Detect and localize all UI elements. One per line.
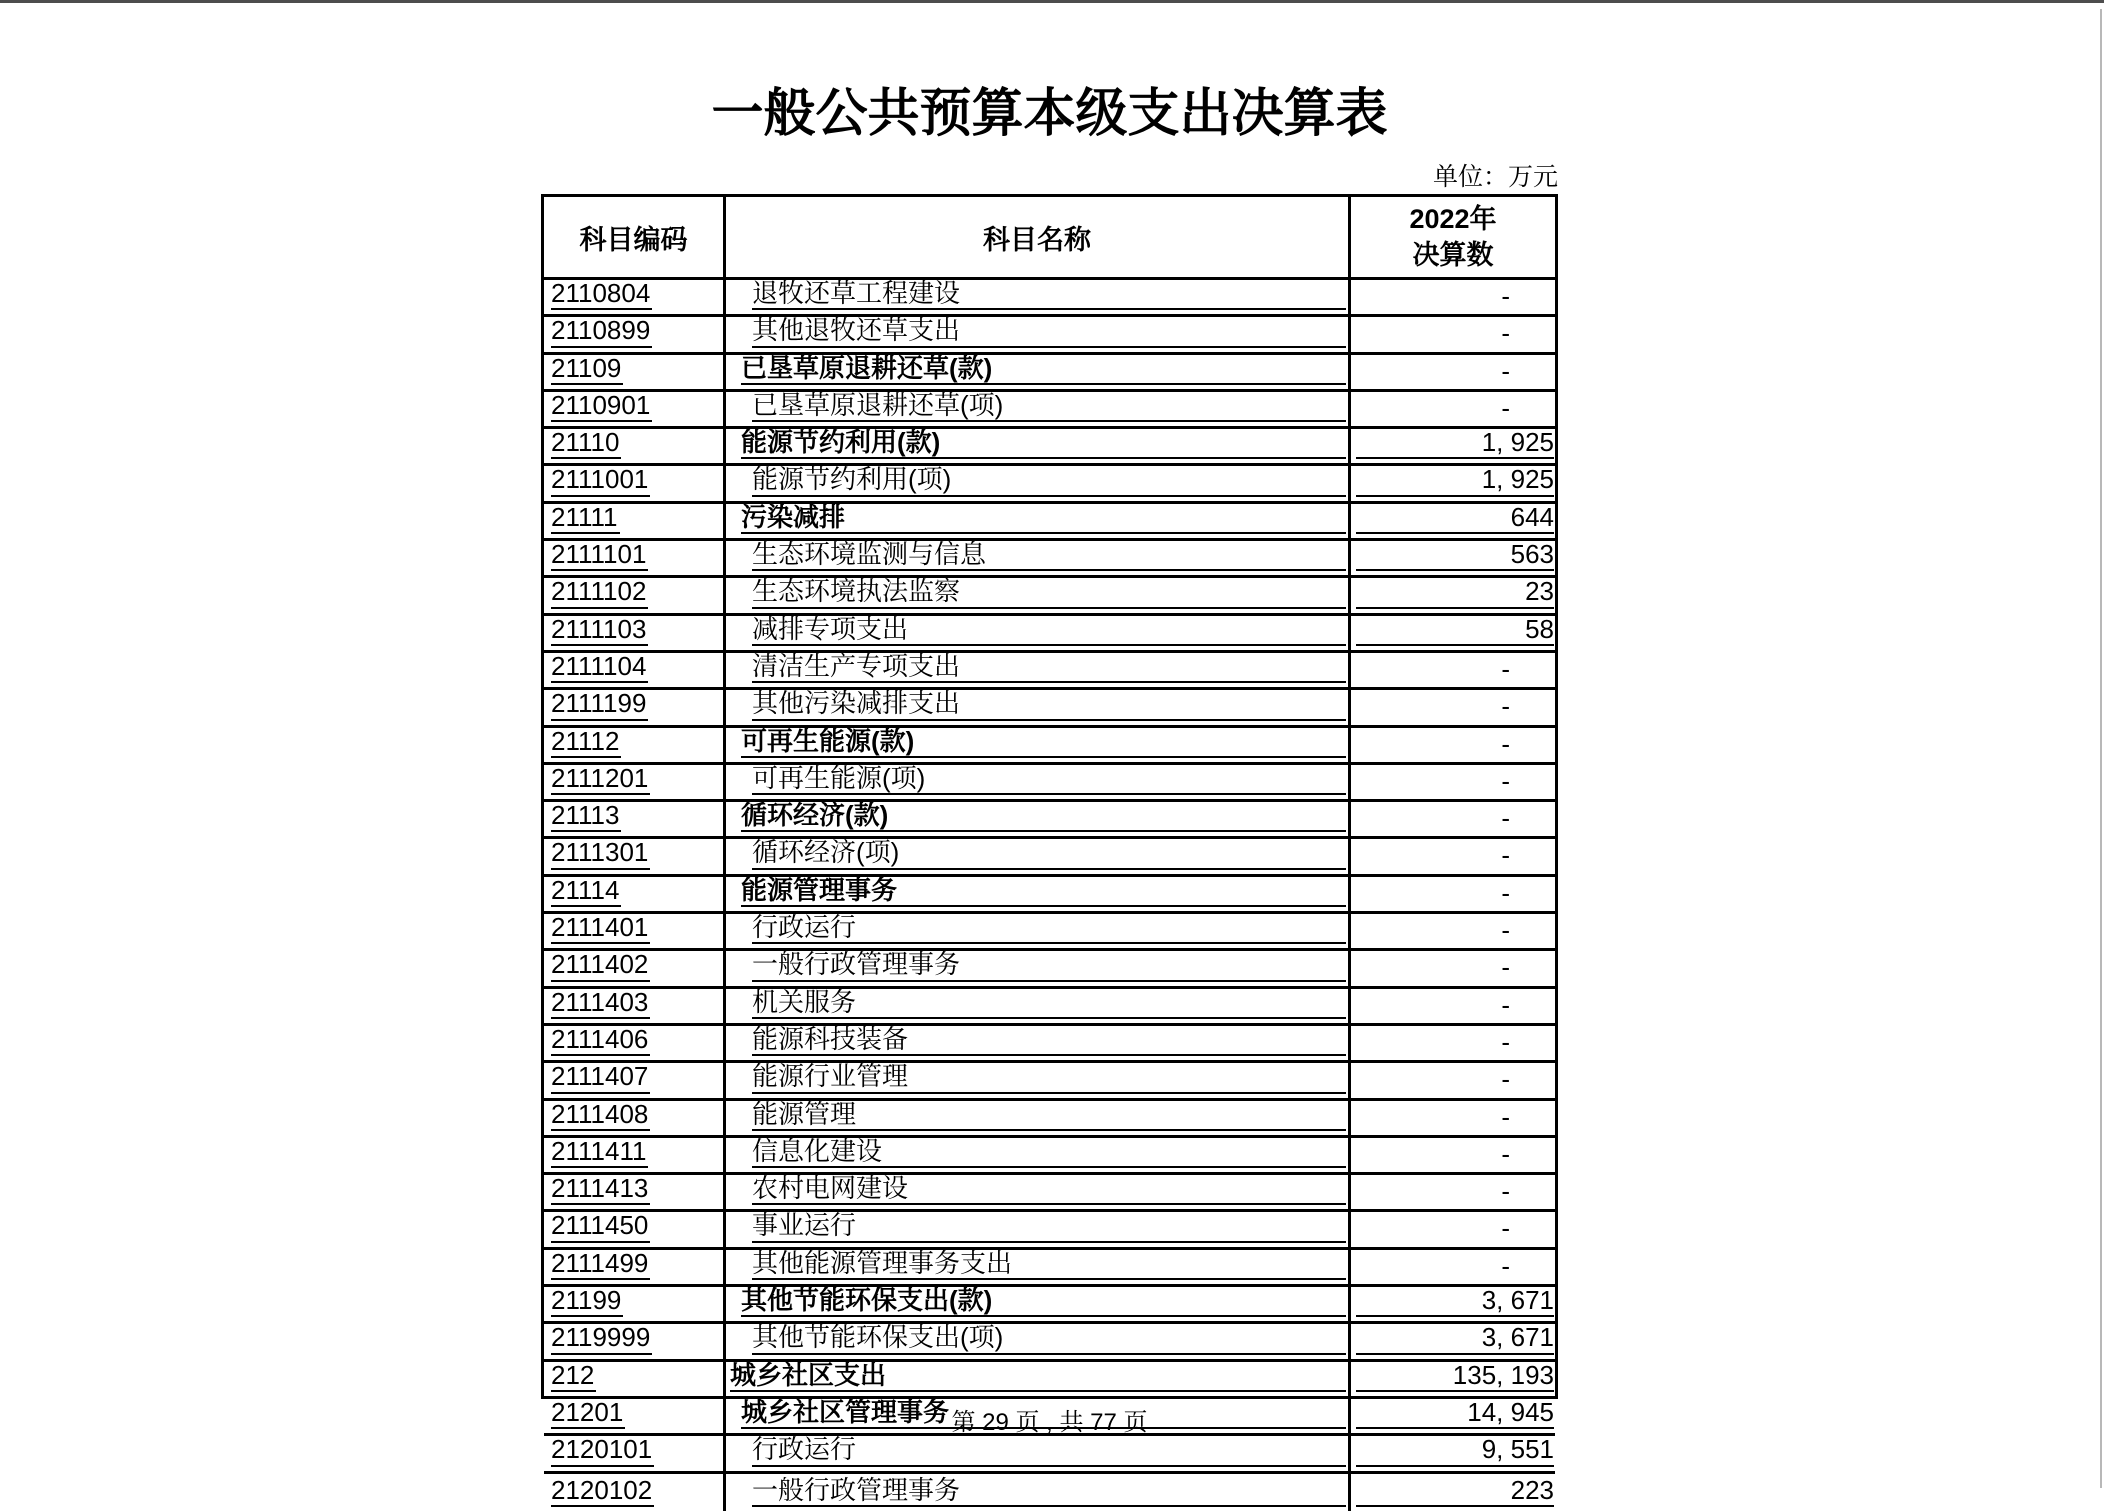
row-code: 2111102 — [551, 578, 648, 608]
row-name: 可再生能源(项) — [752, 765, 1346, 795]
page-title: 一般公共预算本级支出决算表 — [711, 85, 1388, 143]
row-value-cell — [1351, 1212, 1555, 1246]
row-code-cell — [544, 986, 726, 1023]
row-name-cell — [726, 802, 1351, 836]
row-name-cell — [726, 690, 1351, 724]
table-row — [544, 986, 1555, 1026]
row-value-cell — [1351, 1474, 1555, 1511]
row-value: 563 — [1356, 541, 1554, 571]
row-code: 2111201 — [551, 765, 650, 795]
row-code: 2111450 — [551, 1212, 650, 1242]
row-value: - — [1501, 1213, 1510, 1244]
row-value-cell — [1351, 1175, 1555, 1209]
row-name: 能源节约利用(款) — [741, 429, 1346, 459]
row-value: - — [1501, 1101, 1510, 1132]
row-code-cell — [544, 429, 726, 463]
row-code-cell — [544, 280, 726, 314]
row-name: 能源管理事务 — [741, 877, 1346, 907]
row-code-cell — [544, 914, 726, 948]
row-name-cell — [726, 352, 1351, 389]
row-value: - — [1501, 952, 1510, 983]
row-code: 2111103 — [551, 616, 648, 646]
header-subject-code: 科目编码 — [544, 197, 726, 277]
row-code: 2111408 — [551, 1101, 650, 1131]
row-name-cell — [726, 1287, 1351, 1321]
row-code-cell — [544, 466, 726, 500]
row-code: 2110901 — [551, 392, 652, 422]
row-code: 2119999 — [551, 1324, 652, 1354]
row-code: 21199 — [551, 1287, 623, 1317]
row-value: - — [1501, 653, 1510, 684]
row-code: 2111199 — [551, 690, 648, 720]
row-name-cell — [726, 317, 1351, 351]
row-code: 2111101 — [551, 541, 648, 571]
row-name-cell — [726, 874, 1351, 911]
row-value: - — [1501, 915, 1510, 946]
row-code: 2111402 — [551, 951, 650, 981]
row-name: 循环经济(项) — [752, 839, 1346, 869]
table-row — [544, 501, 1555, 541]
row-name-cell — [726, 501, 1351, 538]
row-name: 一般行政管理事务 — [752, 951, 1346, 981]
row-code: 2111411 — [551, 1138, 648, 1168]
table-row — [544, 317, 1555, 354]
row-value: - — [1501, 989, 1510, 1020]
row-name: 一般行政管理事务 — [752, 1477, 1346, 1507]
row-value-cell — [1351, 355, 1555, 389]
row-name-cell — [726, 389, 1351, 426]
row-name-cell — [726, 986, 1351, 1023]
table-row — [544, 1098, 1555, 1138]
table-row — [544, 613, 1555, 653]
header-value-line1: 2022年 — [1409, 203, 1497, 234]
unit-label: 单位：万元 — [1432, 163, 1558, 191]
row-name-cell — [726, 1324, 1351, 1358]
row-value-cell — [1351, 1026, 1555, 1060]
table-row — [544, 802, 1555, 839]
table-row — [544, 1212, 1555, 1249]
table-row — [544, 541, 1555, 578]
row-name-cell — [726, 613, 1351, 650]
row-name: 行政运行 — [752, 1436, 1346, 1466]
row-code: 2111104 — [551, 653, 648, 683]
row-name-cell — [726, 1359, 1351, 1396]
row-value-cell — [1351, 1287, 1555, 1321]
table-row — [544, 762, 1555, 802]
table-row — [544, 466, 1555, 503]
table-row — [544, 1359, 1555, 1399]
row-value-cell — [1351, 501, 1555, 538]
row-name-cell — [726, 541, 1351, 575]
row-code-cell — [544, 1247, 726, 1284]
row-name: 城乡社区管理事务 — [741, 1399, 1346, 1429]
row-code: 21109 — [551, 355, 623, 385]
row-value: - — [1501, 1250, 1510, 1281]
row-code: 2111401 — [551, 914, 650, 944]
table-row — [544, 1474, 1555, 1511]
row-code: 21112 — [551, 728, 621, 758]
table-body — [544, 280, 1555, 1511]
row-code: 2110804 — [551, 280, 652, 310]
row-code: 21201 — [551, 1399, 625, 1429]
row-code-cell — [544, 578, 726, 612]
row-name-cell — [726, 429, 1351, 463]
row-code: 2120102 — [551, 1477, 654, 1507]
row-code-cell — [544, 1135, 726, 1172]
row-code: 2111413 — [551, 1175, 650, 1205]
row-name: 能源管理 — [752, 1101, 1346, 1131]
row-code: 2111301 — [551, 839, 650, 869]
row-value: 1, 925 — [1356, 429, 1554, 459]
row-value: 9, 551 — [1356, 1436, 1554, 1466]
table-row — [544, 352, 1555, 392]
row-value: 3, 671 — [1356, 1324, 1554, 1354]
row-name-cell — [726, 1175, 1351, 1209]
row-value-cell — [1351, 765, 1555, 799]
window-top-edge — [0, 0, 2104, 3]
row-name: 减排专项支出 — [752, 616, 1346, 646]
row-value-cell — [1351, 989, 1555, 1023]
row-code: 21110 — [551, 429, 621, 459]
row-name-cell — [726, 578, 1351, 612]
table-row — [544, 690, 1555, 727]
table-row — [544, 1287, 1555, 1324]
row-value: 1, 925 — [1356, 466, 1554, 496]
row-value: 3, 671 — [1356, 1287, 1554, 1317]
row-name: 其他污染减排支出 — [752, 690, 1346, 720]
row-code-cell — [544, 1098, 726, 1135]
row-name: 清洁生产专项支出 — [752, 653, 1346, 683]
table-row — [544, 725, 1555, 765]
row-name: 能源行业管理 — [752, 1063, 1346, 1093]
row-name-cell — [726, 1098, 1351, 1135]
table-row — [544, 1135, 1555, 1175]
row-value: - — [1501, 281, 1510, 311]
row-value-cell — [1351, 1138, 1555, 1172]
row-name-cell — [726, 1436, 1351, 1470]
row-value: - — [1501, 765, 1510, 796]
row-code: 2120101 — [551, 1436, 654, 1466]
header-value-line2: 决算数 — [1412, 240, 1494, 270]
table-row — [544, 650, 1555, 690]
row-value: - — [1501, 877, 1510, 908]
row-value: - — [1501, 318, 1510, 349]
row-name-cell — [726, 1023, 1351, 1060]
row-code-cell — [544, 650, 726, 687]
table-row — [544, 578, 1555, 615]
table-row — [544, 280, 1555, 317]
table-row — [544, 1247, 1555, 1287]
row-name-cell — [726, 725, 1351, 762]
row-value-cell — [1351, 317, 1555, 351]
row-name: 机关服务 — [752, 989, 1346, 1019]
row-value-cell — [1351, 280, 1555, 314]
row-value: - — [1501, 840, 1510, 871]
row-code: 212 — [551, 1362, 596, 1392]
row-value-cell — [1351, 578, 1555, 612]
row-code-cell — [544, 501, 726, 538]
row-code-cell — [544, 352, 726, 389]
row-value-cell — [1351, 914, 1555, 948]
row-code: 2110899 — [551, 317, 652, 347]
row-code-cell — [544, 874, 726, 911]
table-row — [544, 429, 1555, 466]
row-name-cell — [726, 1474, 1351, 1511]
window-right-edge — [2100, 9, 2102, 1488]
row-code-cell — [544, 1436, 726, 1470]
row-value-cell — [1351, 541, 1555, 575]
row-code-cell — [544, 317, 726, 351]
row-name-cell — [726, 1063, 1351, 1097]
row-code-cell — [544, 389, 726, 426]
table-row — [544, 1023, 1555, 1063]
row-code-cell — [544, 1212, 726, 1246]
row-value: - — [1501, 1176, 1510, 1207]
row-value: 14, 945 — [1356, 1399, 1554, 1429]
row-code-cell — [544, 613, 726, 650]
row-value: 644 — [1356, 504, 1554, 534]
row-value-cell — [1351, 653, 1555, 687]
row-code-cell — [544, 1175, 726, 1209]
table-row — [544, 389, 1555, 429]
row-value-cell — [1351, 839, 1555, 873]
row-code-cell — [544, 951, 726, 985]
row-value: 23 — [1356, 578, 1554, 608]
page-number: 第 29 页 , 共 77 页 — [951, 1409, 1148, 1436]
row-name: 其他退牧还草支出 — [752, 317, 1346, 347]
row-code: 21111 — [551, 504, 620, 534]
row-name: 事业运行 — [752, 1212, 1346, 1242]
row-name-cell — [726, 914, 1351, 948]
row-code-cell — [544, 802, 726, 836]
row-code: 2111403 — [551, 989, 650, 1019]
row-name: 农村电网建设 — [752, 1175, 1346, 1205]
row-value: - — [1501, 728, 1510, 759]
row-code-cell — [544, 541, 726, 575]
row-value-cell — [1351, 1436, 1555, 1470]
row-name-cell — [726, 650, 1351, 687]
row-code: 2111001 — [551, 466, 650, 496]
row-code-cell — [544, 1359, 726, 1396]
row-value: - — [1501, 1064, 1510, 1095]
row-code-cell — [544, 762, 726, 799]
table-row — [544, 1063, 1555, 1100]
row-code-cell — [544, 725, 726, 762]
row-value: - — [1501, 1138, 1510, 1169]
row-name: 生态环境监测与信息 — [752, 541, 1346, 571]
row-name: 能源节约利用(项) — [752, 466, 1346, 496]
row-value-cell — [1351, 1359, 1555, 1396]
row-value-cell — [1351, 1101, 1555, 1135]
row-name: 其他能源管理事务支出 — [752, 1250, 1346, 1280]
header-2022-final-accounts — [1351, 197, 1555, 277]
row-code-cell — [544, 690, 726, 724]
table-row — [544, 951, 1555, 988]
row-name: 退牧还草工程建设 — [752, 280, 1346, 310]
row-value-cell — [1351, 466, 1555, 500]
table-row — [544, 1324, 1555, 1361]
row-code: 21113 — [551, 802, 621, 832]
row-value: 58 — [1356, 616, 1554, 646]
row-code: 2111407 — [551, 1063, 650, 1093]
row-name: 城乡社区支出 — [730, 1362, 1346, 1392]
row-value-cell — [1351, 429, 1555, 463]
row-code: 2111499 — [551, 1250, 650, 1280]
row-value-cell — [1351, 951, 1555, 985]
table-row — [544, 839, 1555, 876]
row-value-cell — [1351, 1250, 1555, 1284]
table-header-row — [544, 197, 1555, 280]
table-row — [544, 874, 1555, 914]
row-value: - — [1501, 1026, 1510, 1057]
row-name: 信息化建设 — [752, 1138, 1346, 1168]
row-value: - — [1501, 803, 1510, 834]
row-code-cell — [544, 1023, 726, 1060]
row-code-cell — [544, 1324, 726, 1358]
row-code-cell — [544, 1063, 726, 1097]
row-value-cell — [1351, 690, 1555, 724]
row-name: 其他节能环保支出(项) — [752, 1324, 1346, 1354]
row-value: - — [1501, 355, 1510, 386]
row-name-cell — [726, 280, 1351, 314]
row-name-cell — [726, 1212, 1351, 1246]
row-value-cell — [1351, 877, 1555, 911]
row-value-cell — [1351, 613, 1555, 650]
row-name: 已垦草原退耕还草(款) — [741, 355, 1346, 385]
row-name: 循环经济(款) — [741, 802, 1346, 832]
row-value-cell — [1351, 728, 1555, 762]
row-name: 行政运行 — [752, 914, 1346, 944]
row-name: 生态环境执法监察 — [752, 578, 1346, 608]
row-name: 已垦草原退耕还草(项) — [752, 392, 1346, 422]
row-code: 2111406 — [551, 1026, 650, 1056]
row-value-cell — [1351, 1063, 1555, 1097]
row-value-cell — [1351, 802, 1555, 836]
row-value: - — [1501, 392, 1510, 423]
row-value-cell — [1351, 392, 1555, 426]
header-subject-name: 科目名称 — [726, 197, 1351, 277]
row-code-cell — [544, 839, 726, 873]
row-name-cell — [726, 1135, 1351, 1172]
row-value: 223 — [1356, 1477, 1554, 1507]
row-name-cell — [726, 1247, 1351, 1284]
table-row — [544, 914, 1555, 951]
table-row — [544, 1175, 1555, 1212]
row-name: 污染减排 — [741, 504, 1346, 534]
row-name: 可再生能源(款) — [741, 728, 1346, 758]
row-value: 135, 193 — [1356, 1362, 1554, 1392]
row-name: 能源科技装备 — [752, 1026, 1346, 1056]
row-name-cell — [726, 951, 1351, 985]
row-name-cell — [726, 466, 1351, 500]
row-code: 21114 — [551, 877, 621, 907]
row-value-cell — [1351, 1324, 1555, 1358]
table-row — [544, 1436, 1555, 1473]
row-name-cell — [726, 762, 1351, 799]
row-code-cell — [544, 1474, 726, 1511]
row-name: 其他节能环保支出(款) — [741, 1287, 1346, 1317]
row-name-cell — [726, 839, 1351, 873]
row-value: - — [1501, 691, 1510, 722]
row-code-cell — [544, 1287, 726, 1321]
